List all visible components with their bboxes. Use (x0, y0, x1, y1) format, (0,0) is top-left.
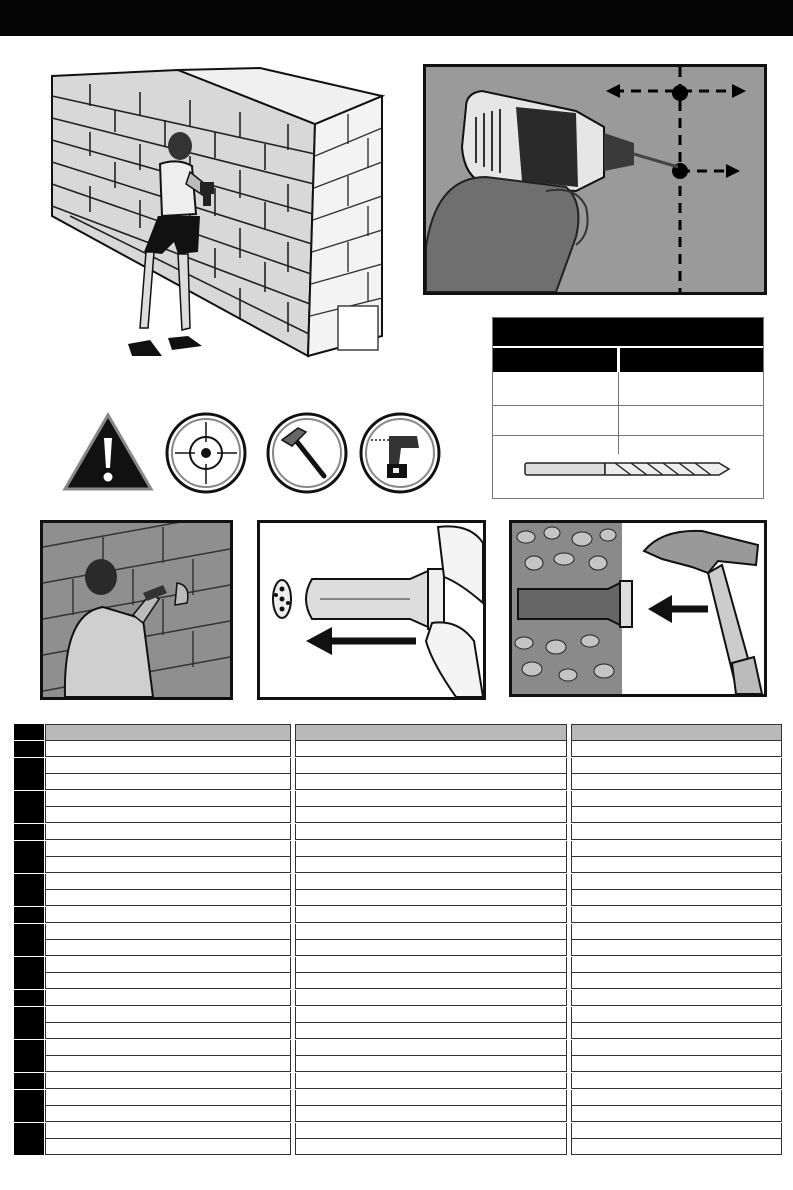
table-cell (571, 1056, 782, 1072)
table-cell (295, 874, 567, 890)
row-number-cell (14, 924, 44, 940)
row-number-cell (14, 973, 44, 989)
table-cell (295, 758, 567, 774)
table-cell (45, 741, 291, 757)
table-cell (571, 758, 782, 774)
row-number-cell (14, 724, 44, 740)
row-number-cell (14, 874, 44, 890)
table-cell (295, 824, 567, 840)
table-cell (295, 841, 567, 857)
table-cell (45, 791, 291, 807)
row-number-cell (14, 774, 44, 790)
spec-table-title (493, 318, 763, 346)
table-cell (295, 1056, 567, 1072)
table-cell (571, 741, 782, 757)
table-cell (45, 841, 291, 857)
spec-cell (619, 408, 763, 436)
table-cell (45, 1139, 291, 1155)
table-header-cell (571, 724, 782, 741)
table-cell (295, 1106, 567, 1122)
row-number-cell (14, 907, 44, 923)
table-cell (571, 990, 782, 1006)
spec-cell (493, 408, 618, 436)
warning-icon (62, 412, 154, 492)
table-row (14, 1040, 781, 1057)
row-number-cell (14, 990, 44, 1006)
table-cell (571, 841, 782, 857)
table-cell (295, 807, 567, 823)
table-cell (295, 741, 567, 757)
table-cell (571, 857, 782, 873)
table-row (14, 1023, 781, 1040)
table-cell (45, 957, 291, 973)
table-cell (45, 990, 291, 1006)
row-number-cell (14, 1040, 44, 1056)
table-cell (571, 774, 782, 790)
table-cell (45, 774, 291, 790)
row-number-cell (14, 791, 44, 807)
table-cell (45, 824, 291, 840)
row-number-cell (14, 1106, 44, 1122)
table-cell (295, 791, 567, 807)
table-cell (45, 973, 291, 989)
row-number-cell (14, 841, 44, 857)
row-number-cell (14, 1007, 44, 1023)
table-cell (295, 1040, 567, 1056)
table-row (14, 907, 781, 924)
spec-col-header-2 (620, 348, 763, 372)
table-cell (295, 774, 567, 790)
table-row (14, 1139, 781, 1156)
table-row (14, 924, 781, 941)
table-row (14, 758, 781, 775)
target-icon (165, 412, 247, 494)
table-cell (45, 1106, 291, 1122)
row-number-cell (14, 940, 44, 956)
table-header-row (14, 724, 781, 741)
table-row (14, 973, 781, 990)
table-cell (571, 973, 782, 989)
spec-divider (618, 372, 619, 454)
table-cell (295, 957, 567, 973)
table-cell (571, 1007, 782, 1023)
drill-crosshair-illustration (426, 67, 764, 292)
table-cell (571, 1040, 782, 1056)
table-cell (295, 1007, 567, 1023)
table-cell (571, 1023, 782, 1039)
spec-col-header-1 (493, 348, 617, 372)
man-hammering-panel (40, 520, 233, 700)
row-number-cell (14, 957, 44, 973)
table-cell (295, 1073, 567, 1089)
table-cell (295, 990, 567, 1006)
table-cell (295, 1023, 567, 1039)
table-row (14, 1106, 781, 1123)
man-drilling-wall-illustration (50, 66, 385, 381)
table-cell (295, 973, 567, 989)
table-row (14, 841, 781, 858)
row-number-cell (14, 857, 44, 873)
row-number-cell (14, 1056, 44, 1072)
top-bar (0, 0, 793, 36)
row-number-cell (14, 1123, 44, 1139)
table-cell (571, 807, 782, 823)
hammer-anchor-illustration (512, 523, 764, 694)
hammer-icon (266, 412, 348, 494)
table-cell (295, 907, 567, 923)
spec-cell (619, 378, 763, 406)
table-cell (295, 940, 567, 956)
man-hammering-illustration (43, 523, 230, 697)
table-row (14, 1090, 781, 1107)
table-cell (295, 924, 567, 940)
table-row (14, 824, 781, 841)
table-row (14, 957, 781, 974)
row-number-cell (14, 758, 44, 774)
table-cell (571, 1106, 782, 1122)
table-cell (45, 924, 291, 940)
row-number-cell (14, 1023, 44, 1039)
table-cell (571, 1090, 782, 1106)
table-row (14, 874, 781, 891)
table-row (14, 791, 781, 808)
table-cell (45, 1040, 291, 1056)
drill-marking-panel (423, 64, 767, 295)
table-cell (295, 1139, 567, 1155)
spec-table-column-headers (493, 348, 763, 372)
table-cell (45, 1073, 291, 1089)
table-cell (571, 907, 782, 923)
cordless-drill-icon (359, 412, 441, 494)
table-cell (571, 1139, 782, 1155)
insert-anchor-illustration (260, 523, 483, 697)
table-cell (45, 1007, 291, 1023)
table-row (14, 807, 781, 824)
table-row (14, 857, 781, 874)
table-cell (571, 957, 782, 973)
table-cell (295, 890, 567, 906)
row-number-cell (14, 824, 44, 840)
table-header-cell (295, 724, 567, 741)
table-cell (571, 1123, 782, 1139)
drill-spec-table (492, 317, 764, 499)
table-cell (571, 940, 782, 956)
table-cell (45, 1023, 291, 1039)
table-cell (45, 890, 291, 906)
table-header-cell (45, 724, 291, 741)
row-number-cell (14, 807, 44, 823)
table-cell (45, 1090, 291, 1106)
table-row (14, 940, 781, 957)
table-row (14, 1073, 781, 1090)
insert-anchor-panel (257, 520, 486, 700)
row-number-cell (14, 1073, 44, 1089)
row-number-cell (14, 890, 44, 906)
table-cell (571, 1073, 782, 1089)
row-number-cell (14, 1090, 44, 1106)
table-cell (45, 874, 291, 890)
table-cell (571, 824, 782, 840)
table-row (14, 774, 781, 791)
table-cell (45, 807, 291, 823)
table-row (14, 890, 781, 907)
table-cell (45, 758, 291, 774)
table-row (14, 741, 781, 758)
table-cell (571, 791, 782, 807)
table-cell (45, 907, 291, 923)
table-cell (295, 1123, 567, 1139)
hammer-anchor-panel (509, 520, 767, 697)
table-row (14, 1056, 781, 1073)
drill-bit-icon (523, 454, 733, 484)
table-cell (571, 874, 782, 890)
table-cell (45, 857, 291, 873)
table-cell (45, 1123, 291, 1139)
table-cell (571, 890, 782, 906)
table-row (14, 1007, 781, 1024)
table-cell (45, 940, 291, 956)
table-cell (295, 857, 567, 873)
row-number-cell (14, 741, 44, 757)
table-row (14, 990, 781, 1007)
table-cell (45, 1056, 291, 1072)
row-number-cell (14, 1139, 44, 1155)
table-row (14, 1123, 781, 1140)
table-cell (295, 1090, 567, 1106)
header-title (0, 10, 10, 26)
table-cell (571, 924, 782, 940)
spec-cell (493, 378, 618, 406)
